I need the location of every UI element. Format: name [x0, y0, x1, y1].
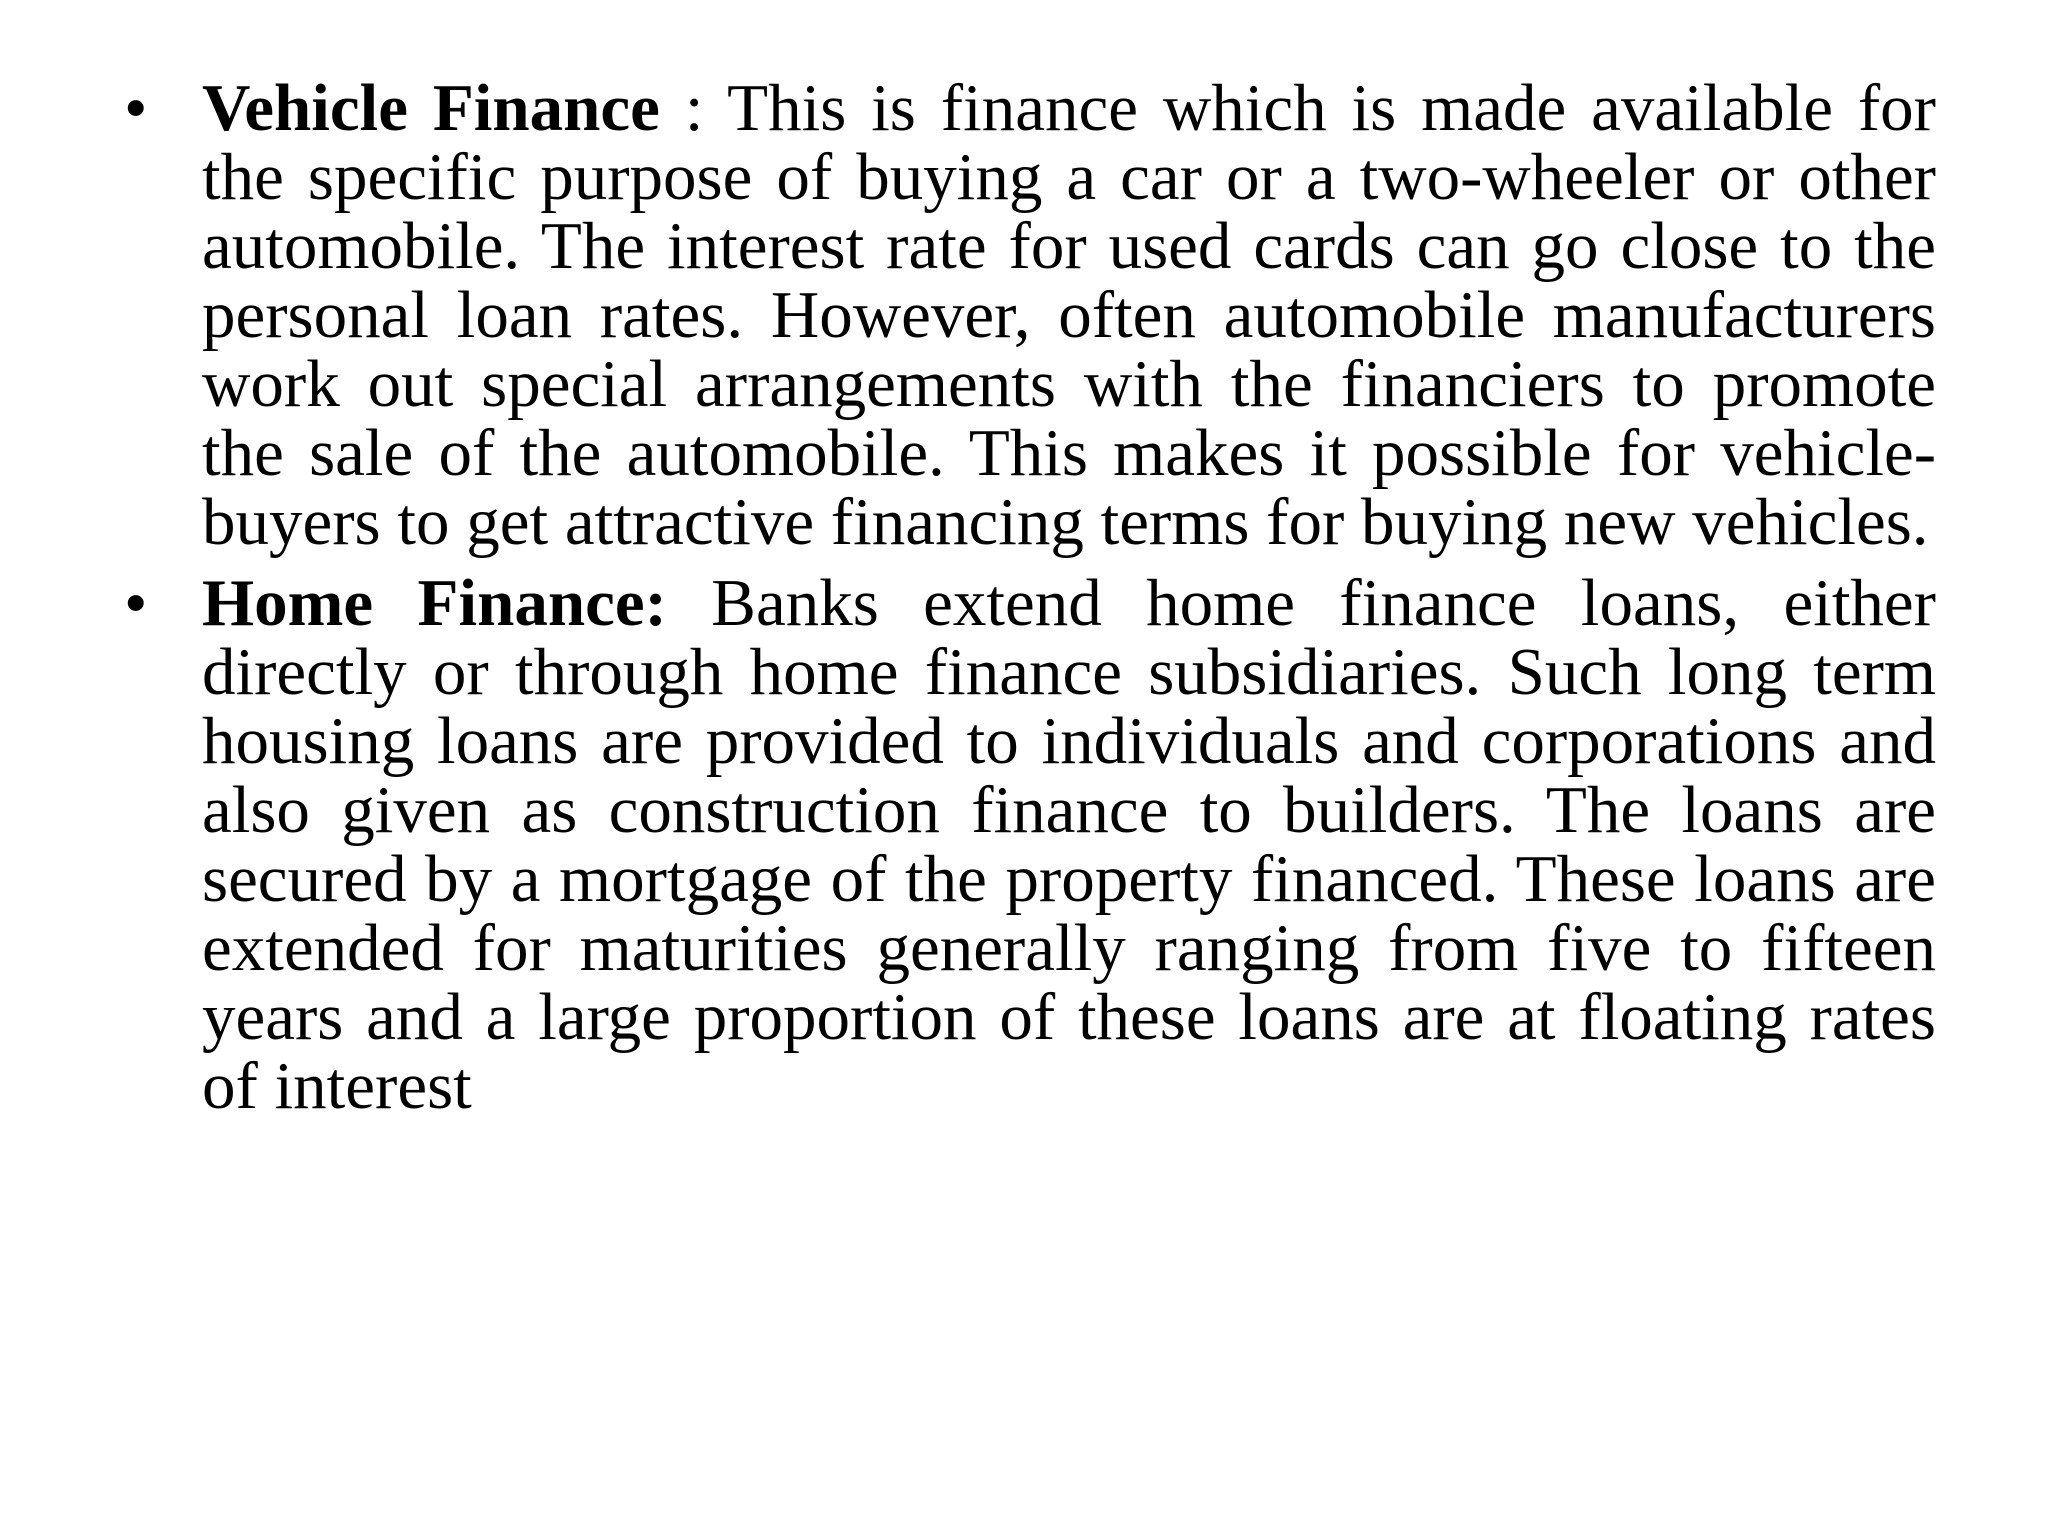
bullet-icon: • [124, 566, 148, 640]
bullet-item-home-finance [118, 566, 1936, 1123]
description-vehicle-finance: : This is finance which is made available for the specific purpose of buying a car or a two-wheeler or other automobile. The interest rate for used cards can go close to the personal loan rates. However, often automobile manufacturers work out special arrangements with the financiers to promote the sale of the automobile. This makes it possible for vehicle-buyers to get attractive financing terms for buying new vehicles. [202, 71, 1936, 559]
description-home-finance: Banks extend home finance loans, either directly or through home finance subsidiaries. Such long term housing loans are provided to individuals and corporations and also given as construction finance to builders. The loans are secured by a mortgage of the property financed. These loans are extended for maturities generally ranging from five to fifteen years and a large proportion of these loans are at floating rates of interest [202, 566, 1936, 1123]
bullet-icon: • [124, 71, 148, 145]
term-vehicle-finance: Vehicle Finance [202, 71, 660, 145]
bullet-item-vehicle-finance [118, 71, 1936, 559]
term-home-finance: Home Finance: [202, 566, 667, 640]
bullet-list [118, 71, 1936, 1133]
